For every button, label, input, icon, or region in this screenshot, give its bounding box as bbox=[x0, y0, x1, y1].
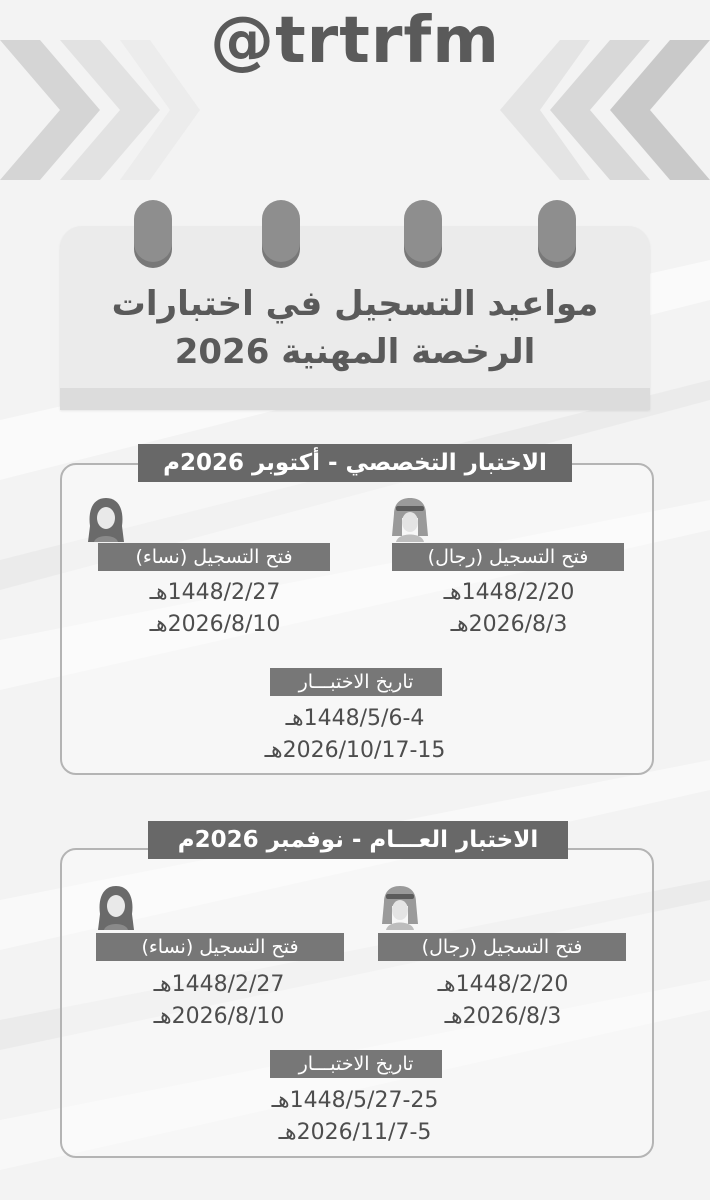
exam-date-label: تاريخ الاختبـــار bbox=[270, 1050, 442, 1078]
calendar-ring-icon bbox=[134, 200, 172, 268]
men-hijri-date: 1448/2/20هـ bbox=[443, 580, 575, 605]
man-in-ghutra-icon bbox=[378, 884, 422, 932]
men-registration-label: فتح التسجيل (رجال) bbox=[378, 933, 626, 961]
man-in-ghutra-icon bbox=[388, 496, 432, 544]
exam-gregorian-date: 2026/11/7-5هـ bbox=[278, 1120, 432, 1145]
men-gregorian-date: 2026/8/3هـ bbox=[444, 1004, 562, 1029]
men-gregorian-date: 2026/8/3هـ bbox=[450, 612, 568, 637]
page-title-line1: مواعيد التسجيل في اختبارات bbox=[111, 284, 599, 324]
exam-date-label: تاريخ الاختبـــار bbox=[270, 668, 442, 696]
exam-hijri-date: 1448/5/27-25هـ bbox=[271, 1088, 439, 1113]
calendar-footer-band bbox=[60, 388, 650, 410]
woman-in-hijab-icon bbox=[94, 884, 138, 932]
men-registration-label: فتح التسجيل (رجال) bbox=[392, 543, 624, 571]
woman-in-hijab-icon bbox=[84, 496, 128, 544]
section-header: الاختبار العـــام - نوفمبر 2026م bbox=[148, 821, 568, 859]
women-registration-label: فتح التسجيل (نساء) bbox=[96, 933, 344, 961]
calendar-ring-icon bbox=[538, 200, 576, 268]
exam-hijri-date: 1448/5/6-4هـ bbox=[285, 706, 425, 731]
account-handle: @trtrfm bbox=[210, 4, 500, 78]
women-hijri-date: 1448/2/27هـ bbox=[149, 580, 281, 605]
women-gregorian-date: 2026/8/10هـ bbox=[153, 1004, 285, 1029]
women-gregorian-date: 2026/8/10هـ bbox=[149, 612, 281, 637]
men-hijri-date: 1448/2/20هـ bbox=[437, 972, 569, 997]
women-hijri-date: 1448/2/27هـ bbox=[153, 972, 285, 997]
section-header: الاختبار التخصصي - أكتوبر 2026م bbox=[138, 444, 572, 482]
exam-gregorian-date: 2026/10/17-15هـ bbox=[264, 738, 446, 763]
calendar-ring-icon bbox=[262, 200, 300, 268]
calendar-ring-icon bbox=[404, 200, 442, 268]
page-title-line2: الرخصة المهنية 2026 bbox=[174, 332, 536, 372]
women-registration-label: فتح التسجيل (نساء) bbox=[98, 543, 330, 571]
